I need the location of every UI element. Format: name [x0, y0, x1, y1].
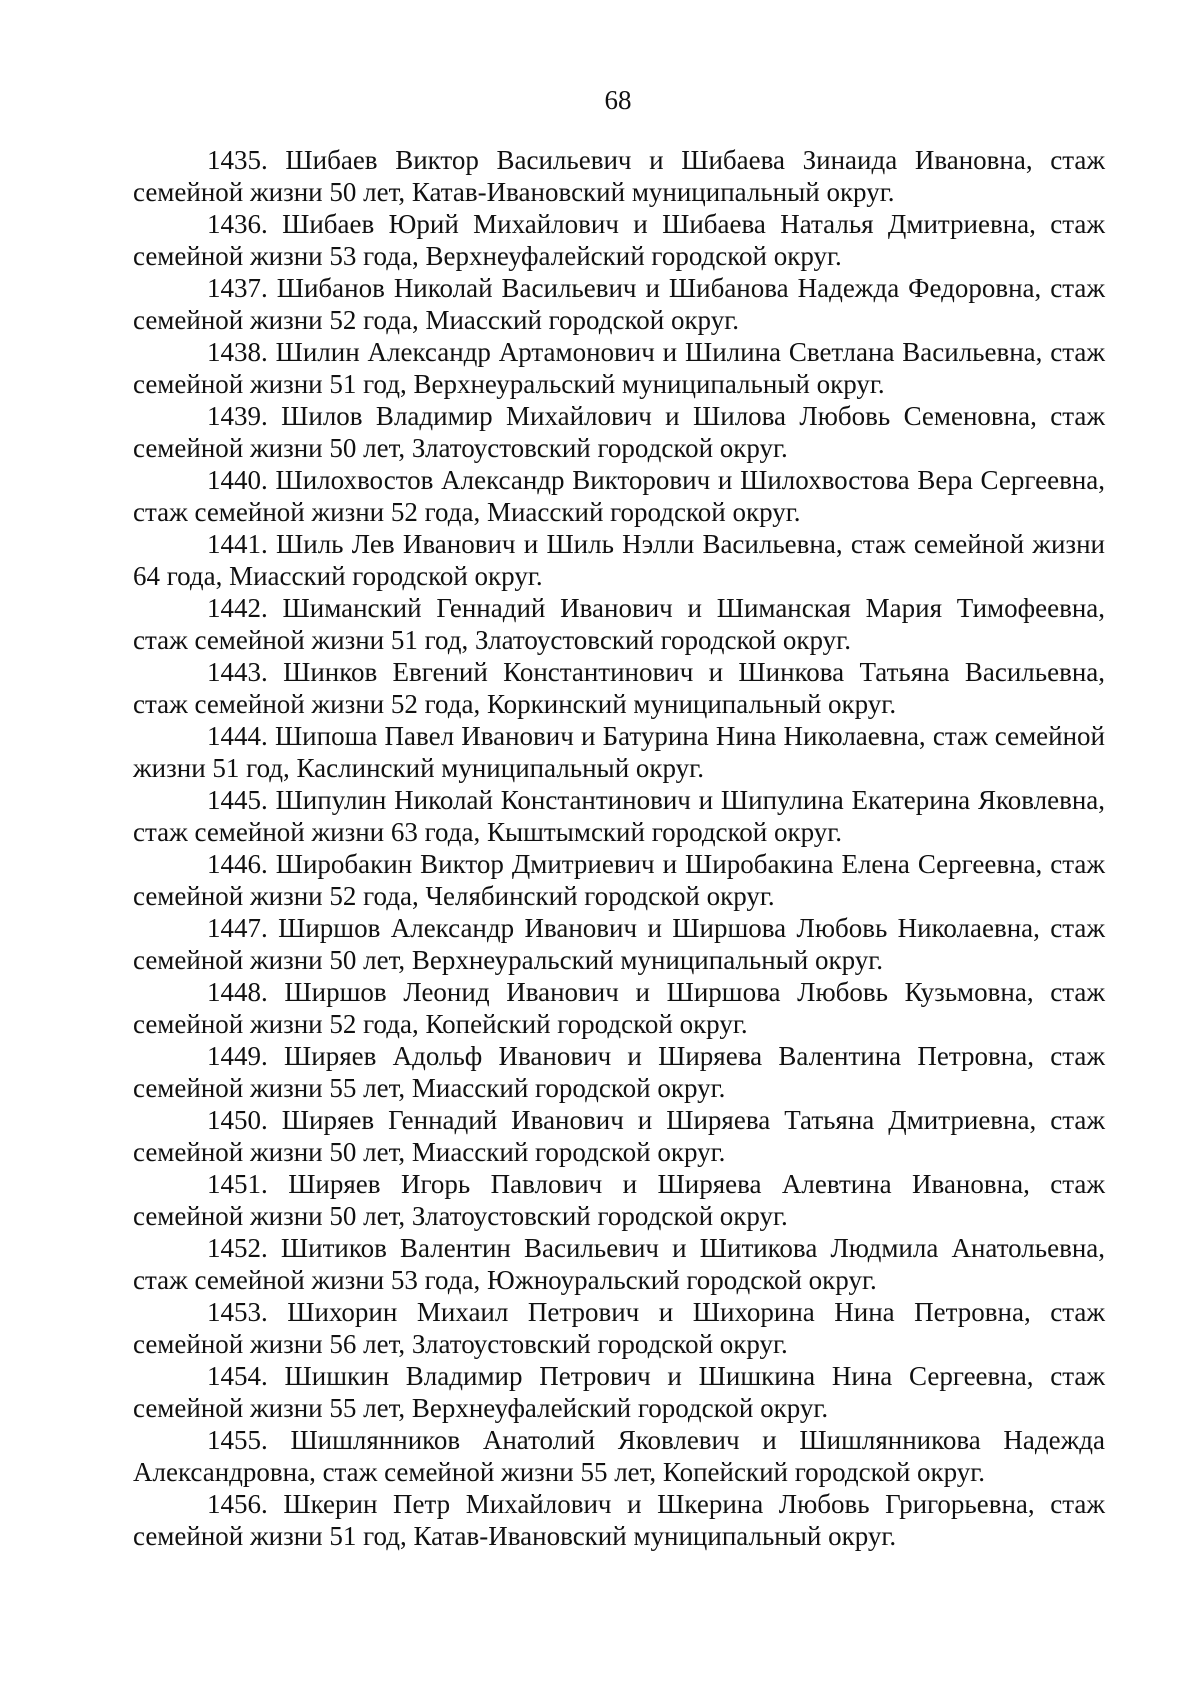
entry-text: Шипоша Павел Иванович и Батурина Нина Николаевна, стаж семейной жизни 51 год, Каслинский муниципальный округ.	[133, 721, 1106, 783]
entry-number: 1437.	[207, 273, 268, 303]
entry-number: 1442.	[207, 593, 268, 623]
entry-text: Шибанов Николай Васильевич и Шибанова Надежда Федоровна, стаж семейной жизни 52 года, Миасский городской округ.	[133, 273, 1106, 335]
page-number: 68	[604, 85, 632, 115]
entry-text: Шихорин Михаил Петрович и Шихорина Нина Петровна, стаж семейной жизни 56 лет, Златоустовский городской округ.	[133, 1297, 1105, 1359]
list-item	[133, 400, 1105, 464]
entry-text: Шитиков Валентин Васильевич и Шитикова Людмила Анатольевна, стаж семейной жизни 53 года, Южноуральский городской округ.	[133, 1233, 1105, 1295]
entry-number: 1444.	[207, 721, 268, 751]
list-item	[133, 912, 1105, 976]
entry-number: 1445.	[207, 785, 268, 815]
entry-number: 1449.	[207, 1041, 268, 1071]
entry-text: Широбакин Виктор Дмитриевич и Широбакина Елена Сергеевна, стаж семейной жизни 52 года, Челябинский городской округ.	[133, 849, 1106, 911]
entry-number: 1436.	[207, 209, 268, 239]
entry-number: 1440.	[207, 465, 268, 495]
entry-text: Шиль Лев Иванович и Шиль Нэлли Васильевна, стаж семейной жизни 64 года, Миасский городской округ.	[133, 529, 1105, 591]
entries-list	[133, 144, 1105, 1552]
entry-text: Шибаев Юрий Михайлович и Шибаева Наталья Дмитриевна, стаж семейной жизни 53 года, Верхнеуфалейский городской округ.	[133, 209, 1105, 271]
entry-number: 1438.	[207, 337, 268, 367]
entry-text: Шинков Евгений Константинович и Шинкова Татьяна Васильевна, стаж семейной жизни 52 года, Коркинский муниципальный округ.	[133, 657, 1105, 719]
entry-text: Ширяев Геннадий Иванович и Ширяева Татьяна Дмитриевна, стаж семейной жизни 50 лет, Миасский городской округ.	[133, 1105, 1105, 1167]
entry-text: Шилин Александр Артамонович и Шилина Светлана Васильевна, стаж семейной жизни 51 год, Верхнеуральский муниципальный округ.	[133, 337, 1106, 399]
list-item	[133, 1040, 1105, 1104]
entry-number: 1456.	[207, 1489, 268, 1519]
entry-text: Шкерин Петр Михайлович и Шкерина Любовь Григорьевна, стаж семейной жизни 51 год, Катав-Ивановский муниципальный округ.	[133, 1489, 1106, 1551]
entry-number: 1447.	[207, 913, 268, 943]
list-item	[133, 464, 1105, 528]
entry-number: 1452.	[207, 1233, 268, 1263]
entry-number: 1455.	[207, 1425, 268, 1455]
list-item	[133, 208, 1105, 272]
list-item	[133, 528, 1105, 592]
list-item	[133, 1488, 1105, 1552]
entry-number: 1448.	[207, 977, 268, 1007]
list-item	[133, 592, 1105, 656]
entry-number: 1450.	[207, 1105, 268, 1135]
entry-number: 1454.	[207, 1361, 268, 1391]
list-item	[133, 848, 1105, 912]
list-item	[133, 1296, 1105, 1360]
entry-text: Шипулин Николай Константинович и Шипулина Екатерина Яковлевна, стаж семейной жизни 63 года, Кыштымский городской округ.	[133, 785, 1106, 847]
list-item	[133, 1424, 1105, 1488]
entry-number: 1441.	[207, 529, 268, 559]
entry-number: 1439.	[207, 401, 268, 431]
entry-number: 1453.	[207, 1297, 268, 1327]
entry-number: 1435.	[207, 145, 268, 175]
list-item	[133, 976, 1105, 1040]
list-item	[133, 784, 1105, 848]
entry-text: Шишкин Владимир Петрович и Шишкина Нина Сергеевна, стаж семейной жизни 55 лет, Верхнеуфалейский городской округ.	[133, 1361, 1105, 1423]
list-item	[133, 1168, 1105, 1232]
entry-number: 1446.	[207, 849, 268, 879]
entry-number: 1443.	[207, 657, 268, 687]
entry-text: Шибаев Виктор Васильевич и Шибаева Зинаида Ивановна, стаж семейной жизни 50 лет, Катав-Ивановский муниципальный округ.	[133, 145, 1105, 207]
list-item	[133, 1232, 1105, 1296]
list-item	[133, 144, 1105, 208]
entry-text: Шишлянников Анатолий Яковлевич и Шишлянникова Надежда Александровна, стаж семейной жизни 55 лет, Копейский городской округ.	[133, 1425, 1106, 1487]
entry-text: Ширяев Адольф Иванович и Ширяева Валентина Петровна, стаж семейной жизни 55 лет, Миасский городской округ.	[133, 1041, 1105, 1103]
entry-text: Шилов Владимир Михайлович и Шилова Любовь Семеновна, стаж семейной жизни 50 лет, Златоустовский городской округ.	[133, 401, 1105, 463]
list-item	[133, 656, 1105, 720]
entry-text: Шилохвостов Александр Викторович и Шилохвостова Вера Сергеевна, стаж семейной жизни 52 года, Миасский городской округ.	[133, 465, 1105, 527]
entry-text: Ширшов Леонид Иванович и Ширшова Любовь Кузьмовна, стаж семейной жизни 52 года, Копейский городской округ.	[133, 977, 1105, 1039]
list-item	[133, 1104, 1105, 1168]
list-item	[133, 272, 1105, 336]
entry-text: Ширяев Игорь Павлович и Ширяева Алевтина Ивановна, стаж семейной жизни 50 лет, Златоустовский городской округ.	[133, 1169, 1105, 1231]
list-item	[133, 1360, 1105, 1424]
entry-text: Ширшов Александр Иванович и Ширшова Любовь Николаевна, стаж семейной жизни 50 лет, Верхнеуральский муниципальный округ.	[133, 913, 1105, 975]
entry-number: 1451.	[207, 1169, 268, 1199]
entry-text: Шиманский Геннадий Иванович и Шиманская Мария Тимофеевна, стаж семейной жизни 51 год, Златоустовский городской округ.	[133, 593, 1106, 655]
list-item	[133, 720, 1105, 784]
list-item	[133, 336, 1105, 400]
